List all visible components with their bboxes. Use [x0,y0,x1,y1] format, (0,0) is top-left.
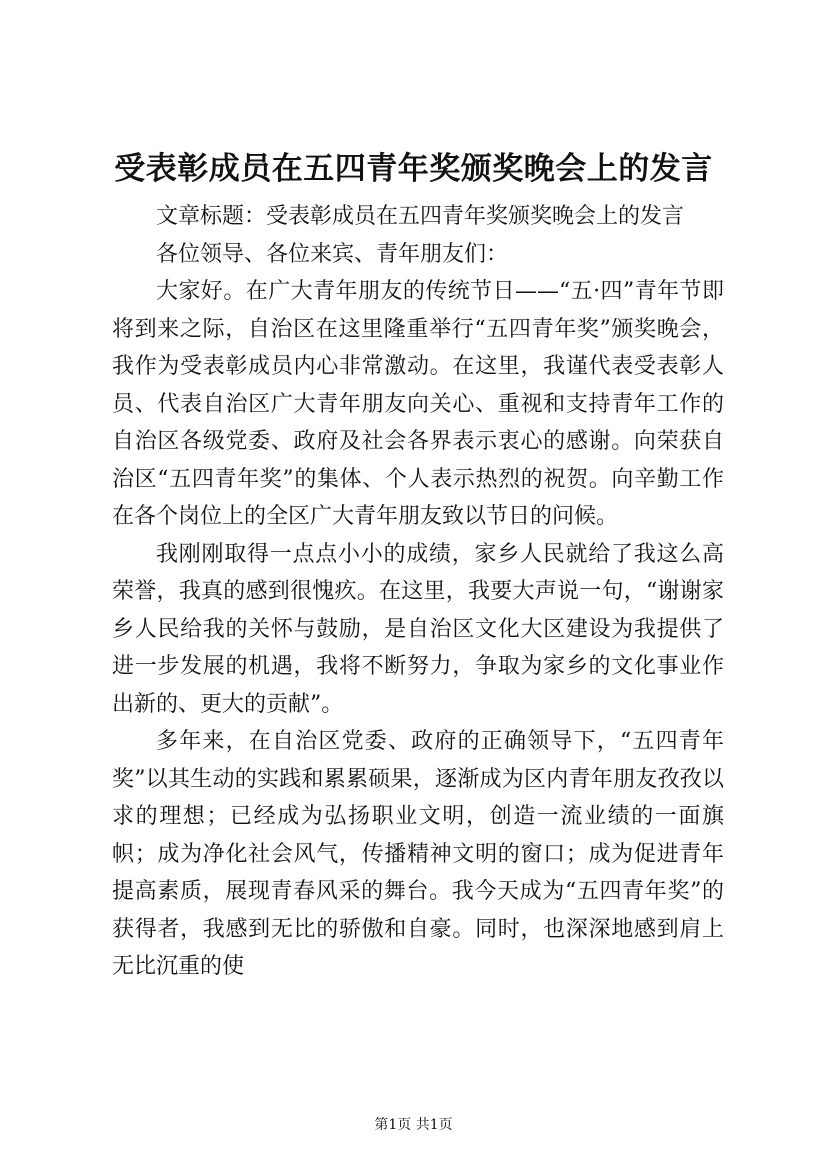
paragraph-reflection: 多年来，在自治区党委、政府的正确领导下，“五四青年奖”以其生动的实践和累累硕果，逐渐成为区内青年朋友孜孜以求的理想；已经成为弘扬职业文明，创造一流业绩的一面旗帜；成为净化社会风气，传播精神文明的窗口；成为促进青年提高素质，展现青春风采的舞台。我今天成为“五四青年奖”的获得者，我感到无比的骄傲和自豪。同时，也深深地感到肩上无比沉重的使 [112,729,724,979]
document-body [112,198,724,986]
paragraph-greeting: 大家好。在广大青年朋友的传统节日——“五·四”青年节即将到来之际，自治区在这里隆重举行“五四青年奖”颁奖晚会，我作为受表彰成员内心非常激动。在这里，我谨代表受表彰人员、代表自治区广大青年朋友向关心、重视和支持青年工作的自治区各级党委、政府及社会各界表示衷心的感谢。向荣获自治区“五四青年奖”的集体、个人表示热烈的祝贺。向辛勤工作在各个岗位上的全区广大青年朋友致以节日的问候。 [112,279,724,529]
paragraph-article-title: 文章标题：受表彰成员在五四青年奖颁奖晚会上的发言 [156,204,685,229]
document-title: 受表彰成员在五四青年奖颁奖晚会上的发言 [114,151,713,187]
paragraph-thanks: 我刚刚取得一点点小小的成绩，家乡人民就给了我这么高荣誉，我真的感到很愧疚。在这里，我要大声说一句，“谢谢家乡人民给我的关怀与鼓励，是自治区文化大区建设为我提供了进一步发展的机遇，我将不断努力，争取为家乡的文化事业作出新的、更大的贡献”。 [112,541,724,717]
page-footer: 第1页 共1页 [374,1117,453,1133]
paragraph-salutation: 各位领导、各位来宾、青年朋友们： [156,241,509,267]
